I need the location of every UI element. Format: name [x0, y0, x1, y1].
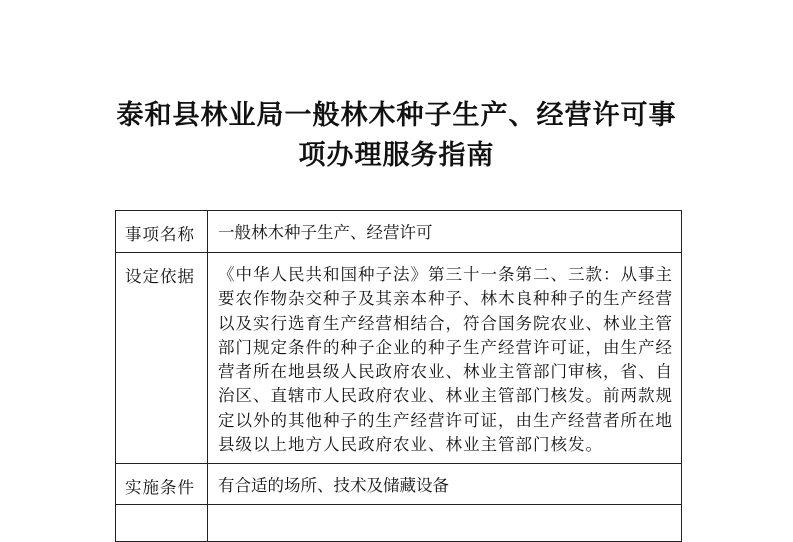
document-title-line-2: 项办理服务指南	[298, 140, 495, 171]
document-title-line-1: 泰和县林业局一般林木种子生产、经营许可事	[116, 100, 677, 131]
row-label-legal-basis: 设定依据	[116, 253, 208, 464]
table-row-legal-basis	[116, 253, 682, 464]
row-label-item-name: 事项名称	[116, 211, 208, 253]
row-label-conditions: 实施条件	[116, 464, 208, 505]
table-row-conditions	[116, 464, 682, 505]
row-value-conditions: 有合适的场所、技术及储藏设备	[208, 464, 682, 505]
row-value-legal-basis: 《中华人民共和国种子法》第三十一条第二、三款：从事主要农作物杂交种子及其亲本种子、林木良种种子的生产经营以及实行选育生产经营相结合，符合国务院农业、林业主管部门规定条件的种子企业的种子生产经营许可证，由生产经营者所在地县级人民政府农业、林业主管部门审核，省、自治区、直辖市人民政府农业、林业主管部门核发。前两款规定以外的其他种子的生产经营许可证，由生产经营者所在地县级以上地方人民政府农业、林业主管部门核发。	[208, 253, 682, 464]
table-row-item-name	[116, 211, 682, 253]
row-value-item-name: 一般林木种子生产、经营许可	[208, 211, 682, 253]
table-row-next-partial	[116, 505, 682, 542]
row-label-next	[116, 505, 208, 542]
service-guide-table	[115, 210, 682, 542]
document-title	[0, 96, 793, 176]
row-value-next	[208, 505, 682, 542]
